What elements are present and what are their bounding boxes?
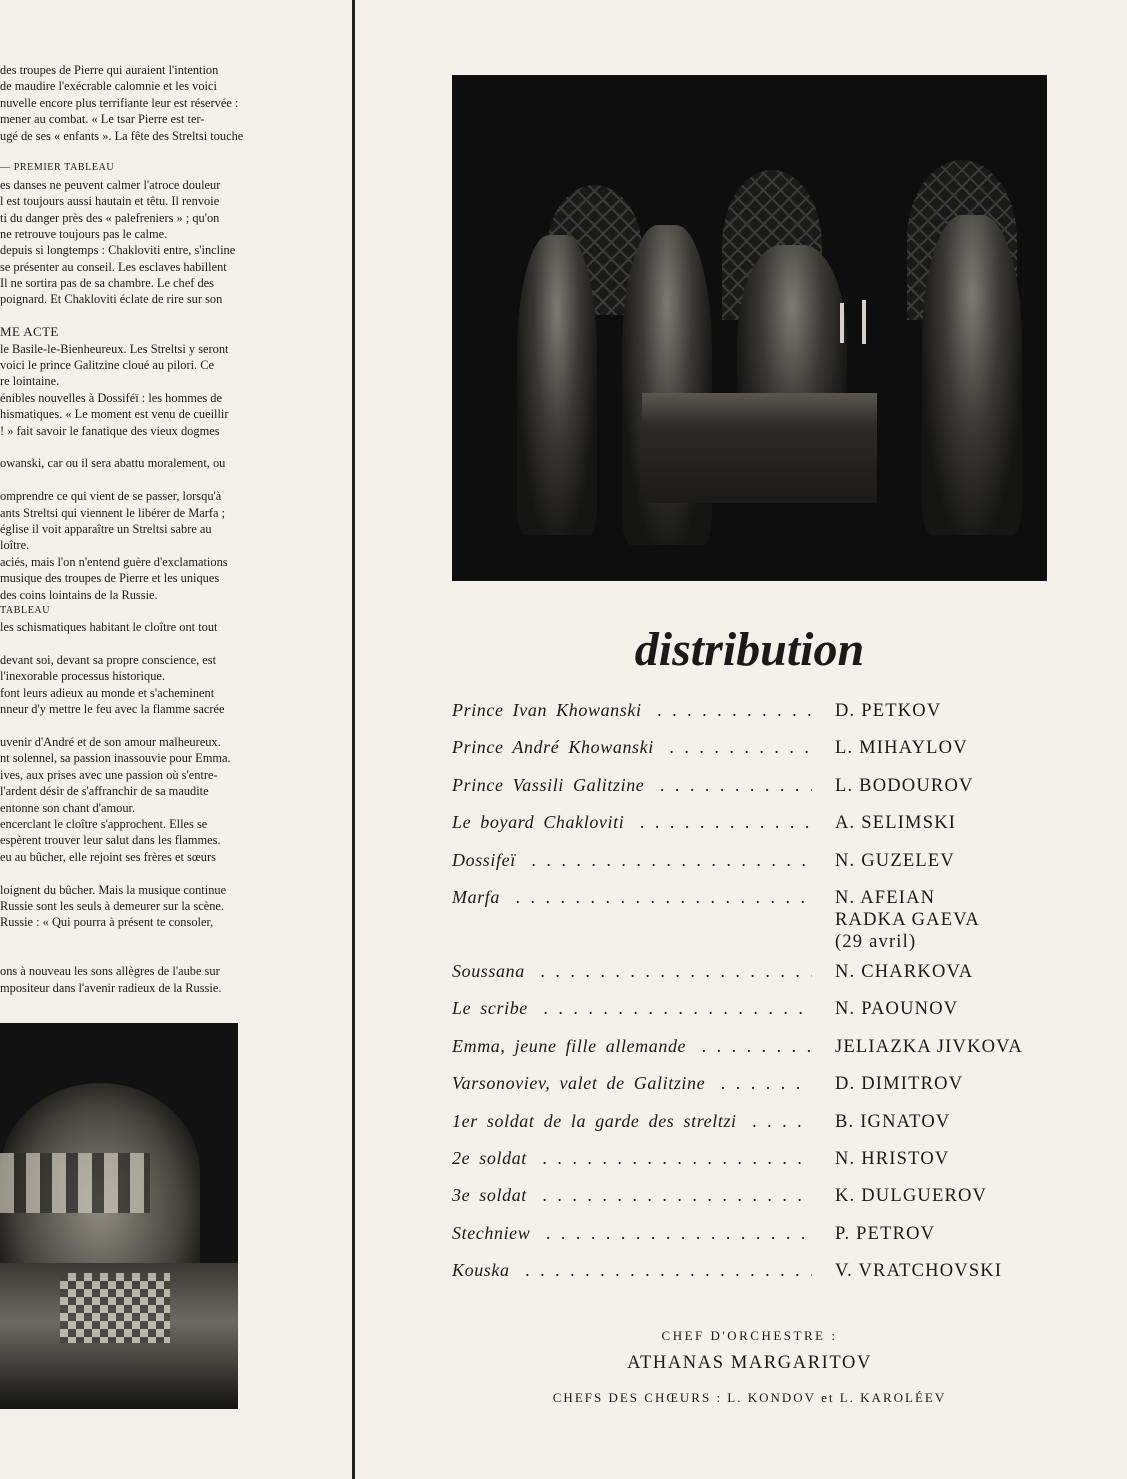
role-name xyxy=(452,737,812,758)
artist-line: K. DULGUEROV xyxy=(835,1186,988,1207)
synopsis-line: nneur d'y mettre le feu avec la flamme sacrée xyxy=(0,702,225,717)
artist-line: A. SELIMSKI xyxy=(835,813,957,834)
cast-row xyxy=(452,1111,1052,1148)
artist-line: D. DIMITROV xyxy=(835,1074,964,1095)
cast-row xyxy=(452,1073,1052,1110)
synopsis-line: Il ne sortira pas de sa chambre. Le chef des xyxy=(0,276,214,291)
cast-row xyxy=(452,887,1052,961)
artist-line: P. PETROV xyxy=(835,1223,936,1244)
synopsis-line xyxy=(0,472,304,488)
artist-line: N. GUZELEV xyxy=(835,850,955,871)
conductor-name: ATHANAS MARGARITOV xyxy=(627,1353,872,1373)
synopsis-line: des coins lointains de la Russie. xyxy=(0,587,158,602)
synopsis-line: poignard. Et Chakloviti éclate de rire sur son xyxy=(0,292,223,307)
synopsis-line: espèrent trouver leur salut dans les flammes. xyxy=(0,833,221,848)
synopsis-line: énibles nouvelles à Dossiféï : les hommes de xyxy=(0,390,222,405)
synopsis-line: entonne son chant d'amour. xyxy=(0,800,136,815)
synopsis-line: ons à nouveau les sons allègres de l'aube sur xyxy=(0,964,220,979)
role-label: Prince Ivan Khowanski xyxy=(452,700,648,720)
synopsis-line: des troupes de Pierre qui auraient l'intention xyxy=(0,63,219,77)
synopsis-line: loître. xyxy=(0,538,30,553)
cast-row xyxy=(452,1148,1052,1185)
artist-name xyxy=(835,850,955,872)
synopsis-line: voici le prince Galitzine cloué au pilori. Ce xyxy=(0,358,215,373)
synopsis-line: TABLEAU xyxy=(0,604,51,616)
cast-row xyxy=(452,1185,1052,1222)
cathedral-set-photo xyxy=(0,1023,238,1409)
synopsis-line xyxy=(0,865,304,881)
artist-line: N. CHARKOVA xyxy=(835,961,974,982)
cast-row xyxy=(452,700,1052,737)
synopsis-line: mpositeur dans l'avenir radieux de la Russie. xyxy=(0,980,222,995)
role-name xyxy=(452,850,812,871)
artist-name xyxy=(835,1260,1002,1282)
role-name xyxy=(452,700,812,721)
role-name xyxy=(452,961,812,982)
synopsis-line: ives, aux prises avec une passion où s'entre- xyxy=(0,767,218,782)
cast-row xyxy=(452,1260,1052,1297)
synopsis-line: uvenir d'André et de son amour malheureux. xyxy=(0,735,221,750)
page-gutter-divider xyxy=(352,0,355,1479)
artist-name xyxy=(835,1111,950,1133)
artist-name xyxy=(835,1073,963,1095)
role-label: Le boyard Chakloviti xyxy=(452,812,630,832)
synopsis-line: l'ardent désir de s'affranchir de sa maudite xyxy=(0,784,209,799)
synopsis-line: nt solennel, sa passion inassouvie pour Emma. xyxy=(0,751,231,766)
synopsis-line xyxy=(0,144,304,160)
cast-row xyxy=(452,1223,1052,1260)
synopsis-line: aciés, mais l'on n'entend guère d'exclamations xyxy=(0,554,228,569)
synopsis-line: ants Streltsi qui viennent le libérer de Marfa ; xyxy=(0,505,226,520)
artist-line: L. BODOUROV xyxy=(835,775,974,796)
cast-row xyxy=(452,812,1052,849)
synopsis-line: l'inexorable processus historique. xyxy=(0,669,165,684)
role-label: 3e soldat xyxy=(452,1185,533,1205)
synopsis-line: hismatiques. « Le moment est venu de cueillir xyxy=(0,407,229,422)
cast-row xyxy=(452,1036,1052,1073)
artist-name xyxy=(835,1148,949,1170)
synopsis-line: église il voit apparaître un Streltsi sabre au xyxy=(0,521,212,536)
synopsis-line xyxy=(0,947,304,963)
role-name xyxy=(452,812,812,833)
artist-name xyxy=(835,775,974,797)
synopsis-line: se présenter au conseil. Les esclaves habillent xyxy=(0,259,227,274)
synopsis-line: owanski, car ou il sera abattu moralement, ou xyxy=(0,456,226,471)
distribution-heading: distribution xyxy=(634,623,865,676)
role-name xyxy=(452,1148,812,1169)
synopsis-line xyxy=(0,931,304,947)
synopsis-line: ME ACTE xyxy=(0,324,59,340)
role-name xyxy=(452,887,812,908)
artist-name xyxy=(835,961,973,983)
synopsis-line: l est toujours aussi hautain et têtu. Il renvoie xyxy=(0,194,220,209)
artist-line: D. PETKOV xyxy=(835,701,942,721)
synopsis-line: musique des troupes de Pierre et les uniques xyxy=(0,571,220,586)
cast-row xyxy=(452,775,1052,812)
synopsis-line xyxy=(0,636,304,652)
synopsis-line: — PREMIER TABLEAU xyxy=(0,162,115,174)
role-name xyxy=(452,998,812,1019)
role-name xyxy=(452,1111,812,1132)
synopsis-line: Russie : « Qui pourra à présent te consoler, xyxy=(0,915,214,930)
synopsis-line: eu au bûcher, elle rejoint ses frères et sœurs xyxy=(0,849,216,864)
synopsis-line xyxy=(0,718,304,734)
role-name xyxy=(452,775,812,796)
synopsis-line: font leurs adieux au monde et s'acheminent xyxy=(0,685,215,700)
credits-block xyxy=(452,1328,1047,1406)
synopsis-line: es danses ne peuvent calmer l'atroce douleur xyxy=(0,177,221,192)
synopsis-line: nuvelle encore plus terrifiante leur est réservée : xyxy=(0,95,239,110)
role-label: 1er soldat de la garde des streltzi xyxy=(452,1111,743,1131)
synopsis-line: encerclant le cloître s'approchent. Elles se xyxy=(0,816,208,831)
synopsis-line: re lointaine. xyxy=(0,374,60,389)
synopsis-line xyxy=(0,439,304,455)
role-label: Prince André Khowanski xyxy=(452,737,660,757)
artist-line: L. MIHAYLOV xyxy=(835,738,968,759)
artist-line: (29 avril) xyxy=(835,931,917,952)
synopsis-line: ugé de ses « enfants ». La fête des Streltsi touche xyxy=(0,128,244,143)
artist-line: JELIAZKA JIVKOVA xyxy=(835,1036,1023,1057)
role-name xyxy=(452,1036,812,1057)
synopsis-line: ti du danger près des « palefreniers » ; qu'on xyxy=(0,210,220,225)
artist-name xyxy=(835,887,980,953)
role-label: Dossifeï xyxy=(452,850,522,870)
cast-list xyxy=(452,700,1052,1297)
role-name xyxy=(452,1223,812,1244)
cast-row xyxy=(452,737,1052,774)
artist-line: B. IGNATOV xyxy=(835,1111,951,1132)
choir-masters: CHEFS DES CHŒURS : L. KONDOV et L. KAROLÉEV xyxy=(552,1390,947,1405)
role-label: Stechniew xyxy=(452,1223,536,1243)
synopsis-line: les schismatiques habitant le cloître ont tout xyxy=(0,620,218,635)
synopsis-line: de maudire l'exécrable calomnie et les voici xyxy=(0,79,217,94)
cast-row xyxy=(452,850,1052,887)
artist-name xyxy=(835,812,956,834)
synopsis-line: Russie sont les seuls à demeurer sur la scène. xyxy=(0,898,225,913)
stage-scene-photo xyxy=(452,75,1047,581)
artist-line: N. AFEIAN xyxy=(835,887,936,908)
role-label: 2e soldat xyxy=(452,1148,533,1168)
synopsis-column xyxy=(0,62,304,996)
artist-name xyxy=(835,1036,1023,1058)
role-label: Varsonoviev, valet de Galitzine xyxy=(452,1073,711,1093)
role-name xyxy=(452,1073,812,1094)
role-label: Soussana xyxy=(452,961,531,981)
artist-name xyxy=(835,700,941,722)
artist-line: N. PAOUNOV xyxy=(835,999,959,1020)
cast-row xyxy=(452,998,1052,1035)
synopsis-line: mener au combat. « Le tsar Pierre est ter- xyxy=(0,112,205,127)
artist-name xyxy=(835,1185,987,1207)
artist-name xyxy=(835,737,968,759)
conductor-label: CHEF D'ORCHESTRE : xyxy=(661,1328,838,1343)
artist-line: N. HRISTOV xyxy=(835,1148,950,1169)
role-name xyxy=(452,1260,812,1281)
role-label: Kouska xyxy=(452,1260,516,1280)
role-label: Le scribe xyxy=(452,998,534,1018)
synopsis-line: loignent du bûcher. Mais la musique continue xyxy=(0,882,227,897)
synopsis-line xyxy=(0,308,304,324)
role-name xyxy=(452,1185,812,1206)
artist-name xyxy=(835,998,958,1020)
synopsis-line: devant soi, devant sa propre conscience, est xyxy=(0,653,217,668)
synopsis-line: depuis si longtemps : Chakloviti entre, s'incline xyxy=(0,243,236,258)
artist-name xyxy=(835,1223,935,1245)
role-label: Emma, jeune fille allemande xyxy=(452,1036,692,1056)
synopsis-line: le Basile-le-Bienheureux. Les Streltsi y seront xyxy=(0,341,229,356)
synopsis-line: ! » fait savoir le fanatique des vieux dogmes xyxy=(0,423,220,438)
artist-line: RADKA GAEVA xyxy=(835,909,980,930)
role-label: Prince Vassili Galitzine xyxy=(452,775,650,795)
cast-row xyxy=(452,961,1052,998)
artist-line: V. VRATCHOVSKI xyxy=(835,1261,1003,1282)
synopsis-line: omprendre ce qui vient de se passer, lorsqu'à xyxy=(0,489,222,504)
synopsis-line: ne retrouve toujours pas le calme. xyxy=(0,226,168,241)
role-label: Marfa xyxy=(452,887,506,907)
